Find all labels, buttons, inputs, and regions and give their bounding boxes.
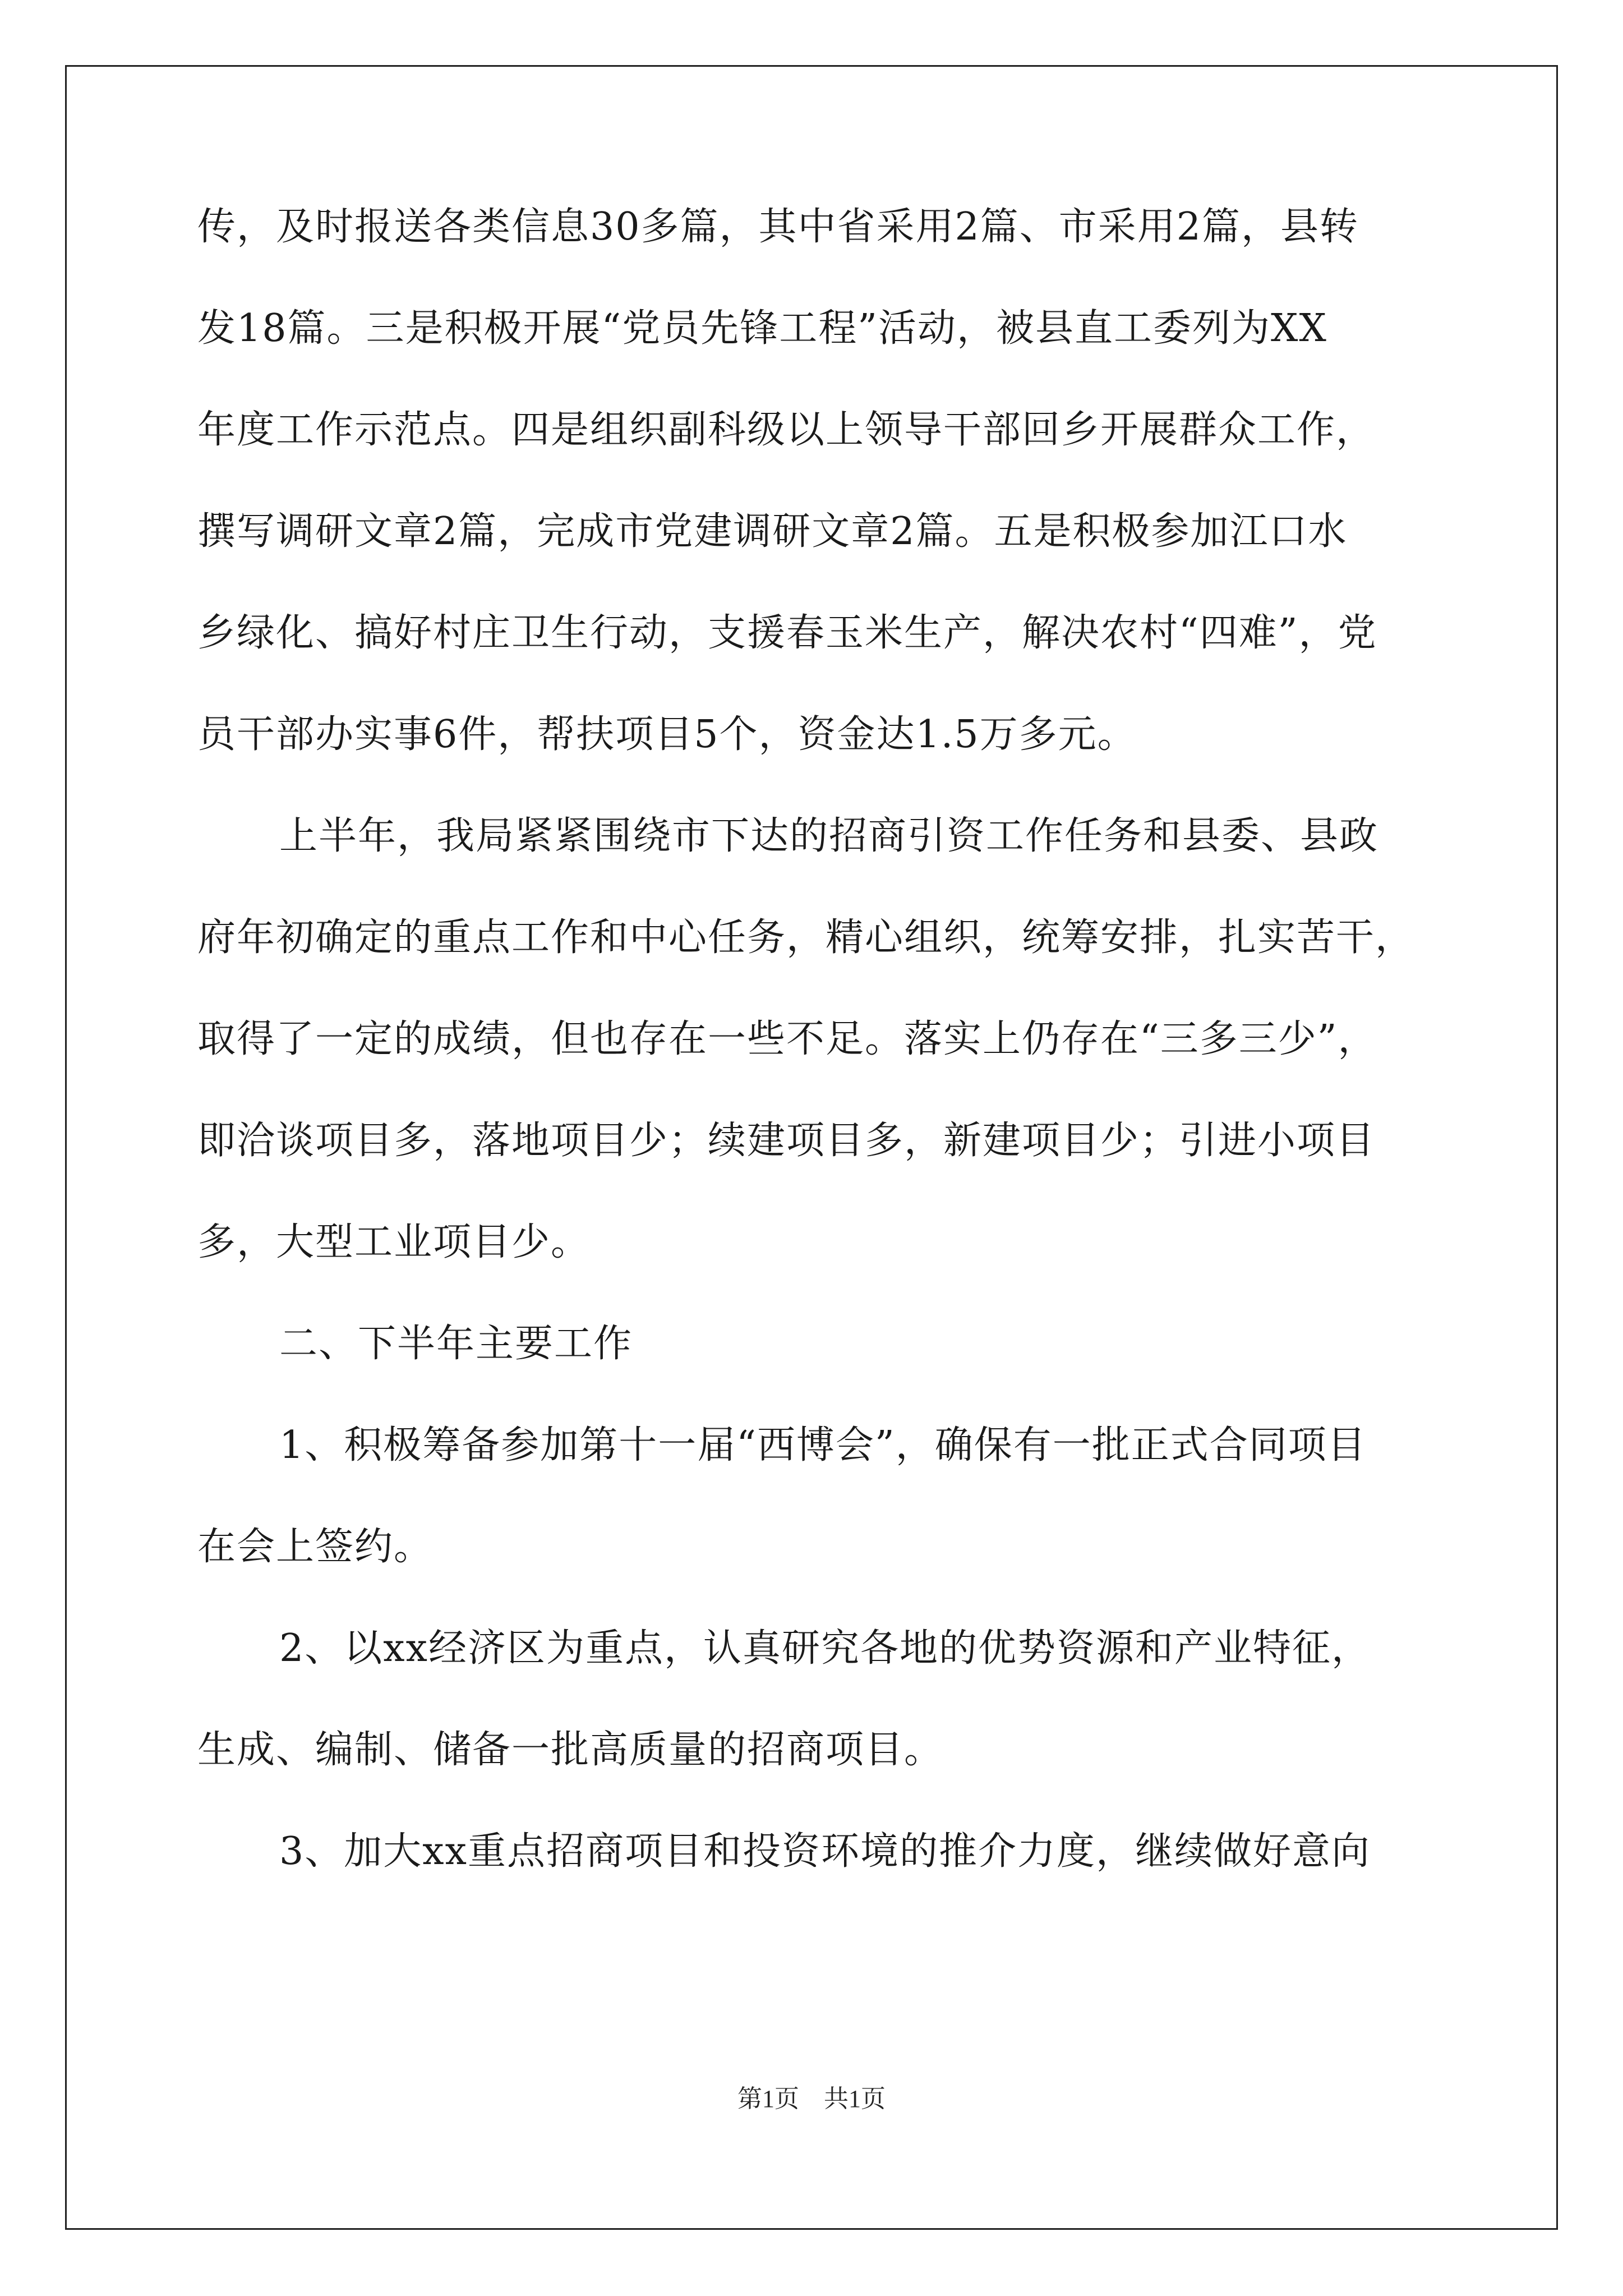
text-line: 年度工作示范点。四是组织副科级以上领导干部回乡开展群众工作，	[197, 408, 1376, 452]
section-heading: 二、下半年主要工作	[279, 1322, 633, 1366]
paragraph-start-line: 上半年，我局紧紧围绕市下达的招商引资工作任务和县委、县政	[279, 814, 1379, 858]
text-line: 府年初确定的重点工作和中心任务，精心组织，统筹安排，扎实苦干，	[197, 915, 1415, 960]
text-line: 在会上签约。	[197, 1525, 434, 1569]
page-footer: 第1页 共1页	[737, 2085, 886, 2113]
text-line: 取得了一定的成绩，但也存在一些不足。落实上仍存在“三多三少”，	[197, 1017, 1377, 1061]
text-line: 生成、编制、储备一批高质量的招商项目。	[197, 1728, 944, 1772]
text-line: 多，大型工业项目少。	[197, 1220, 591, 1264]
list-item-1: 1、积极筹备参加第十一届“西博会”，确保有一批正式合同项目	[279, 1423, 1367, 1467]
text-line: 员干部办实事6件，帮扶项目5个，资金达1.5万多元。	[197, 712, 1137, 757]
list-item-2: 2、以xx经济区为重点，认真研究各地的优势资源和产业特征，	[279, 1626, 1371, 1671]
list-item-3: 3、加大xx重点招商项目和投资环境的推介力度，继续做好意向	[279, 1829, 1371, 1874]
text-line: 即洽谈项目多，落地项目少；续建项目多，新建项目少；引进小项目	[197, 1119, 1376, 1163]
text-line: 乡绿化、搞好村庄卫生行动，支援春玉米生产，解决农村“四难”，党	[197, 611, 1377, 655]
text-line: 发18篇。三是积极开展“党员先锋工程”活动，被县直工委列为XX	[197, 306, 1327, 351]
text-line: 撰写调研文章2篇，完成市党建调研文章2篇。五是积极参加江口水	[197, 509, 1348, 554]
text-line: 传，及时报送各类信息30多篇，其中省采用2篇、市采用2篇，县转	[197, 205, 1359, 249]
